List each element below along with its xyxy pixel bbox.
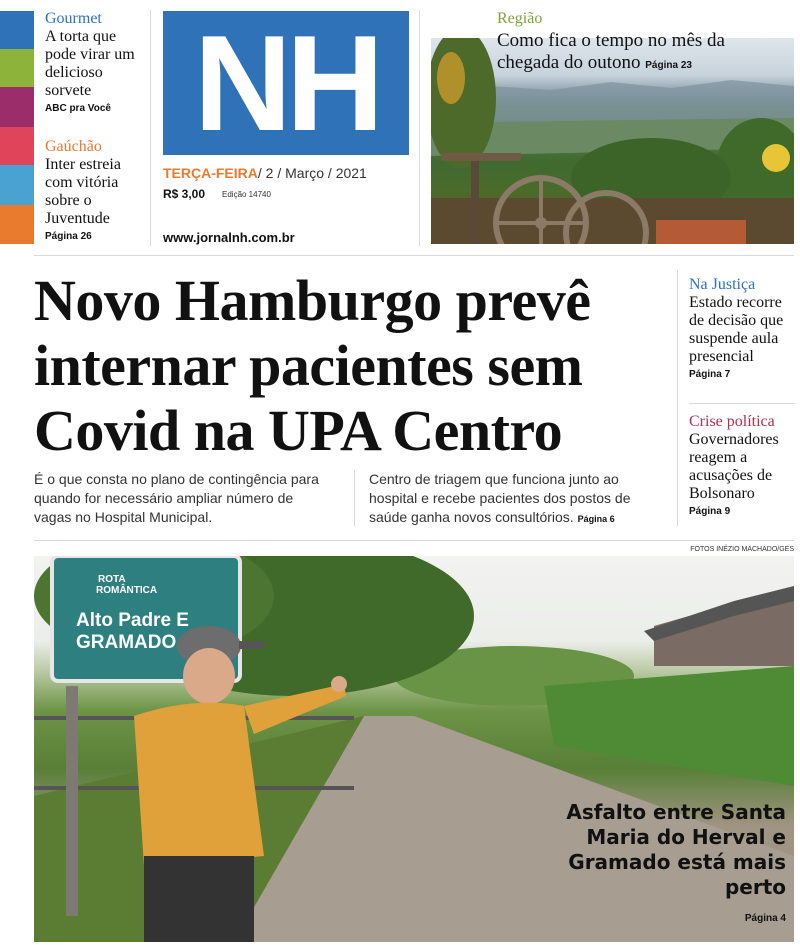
teaser-page: Página 26 [45, 231, 92, 242]
divider [419, 10, 420, 246]
sign-line: ROTA [98, 574, 126, 585]
side-kicker: Crise política [689, 413, 775, 430]
sign-line: GRAMADO [76, 632, 177, 653]
divider [34, 255, 794, 256]
deck-right-text: Centro de triagem que funciona junto ao hospital e recebe pacientes dos postos de saúde ganha novos consultórios. [369, 471, 631, 525]
color-strip-orange [0, 205, 34, 244]
photo-caption[interactable]: Asfalto entre Santa Maria do Herval e Gramado está mais perto [566, 800, 786, 899]
photo-page: Página 4 [744, 913, 786, 924]
site-link[interactable]: www.jornalnh.com.br [163, 230, 295, 245]
teaser-text: Inter estreia com vitória sobre o Juventude [45, 156, 121, 227]
divider [677, 270, 678, 526]
side-text: Estado recorre de decisão que suspende aula presencial [689, 294, 784, 365]
main-headline[interactable]: Novo Hamburgo prevê internar pacientes sem Covid na UPA Centro [34, 268, 591, 463]
divider [34, 540, 794, 541]
teaser-page: ABC pra Você [45, 103, 111, 114]
divider [689, 403, 795, 404]
divider [354, 470, 355, 526]
color-strip-blue [0, 11, 34, 49]
weekday: TERÇA-FEIRA [163, 165, 258, 181]
sign-line: Alto Padre E [76, 610, 189, 631]
teaser-gourmet[interactable] [45, 10, 150, 114]
color-strip-red [0, 127, 34, 165]
color-strip-lightblue [0, 165, 34, 205]
teaser-gauchao[interactable] [45, 138, 150, 242]
photo-credit: FOTOS INÉZIO MACHADO/GES [690, 546, 794, 553]
regiao-kicker: Região [497, 10, 543, 27]
dateline [163, 165, 367, 181]
teaser-kicker: Gaúchão [45, 138, 102, 155]
date: / 2 / Março / 2021 [257, 165, 367, 181]
side-text: Governadores reagem a acusações de Bolsonaro [689, 431, 779, 502]
sign-line: ROMÂNTICA [96, 585, 158, 596]
teaser-kicker: Gourmet [45, 10, 102, 27]
regiao-headline[interactable] [497, 30, 787, 77]
teaser-crise-politica[interactable] [689, 413, 797, 517]
nh-logo[interactable]: NH [163, 11, 409, 155]
road-sign [56, 574, 236, 654]
side-page: Página 9 [689, 506, 731, 517]
color-strip-purple [0, 87, 34, 127]
price: R$ 3,00 [163, 187, 206, 201]
divider [150, 10, 151, 246]
deck-page: Página 6 [577, 514, 615, 524]
deck-left: É o que consta no plano de contingência para quando for necessário ampliar número de vagas no Hospital Municipal. [34, 471, 319, 525]
color-strip-green [0, 49, 34, 87]
deck-right [369, 470, 669, 529]
regiao-page: Página 23 [645, 60, 692, 71]
teaser-na-justica[interactable] [689, 276, 797, 380]
edition: Edição 14740 [222, 190, 271, 199]
teaser-text: A torta que pode virar um delicioso sorvete [45, 28, 135, 99]
side-page: Página 7 [689, 369, 731, 380]
regiao-title: Como fica o tempo no mês da chegada do outono [497, 30, 725, 73]
side-kicker: Na Justiça [689, 276, 756, 293]
